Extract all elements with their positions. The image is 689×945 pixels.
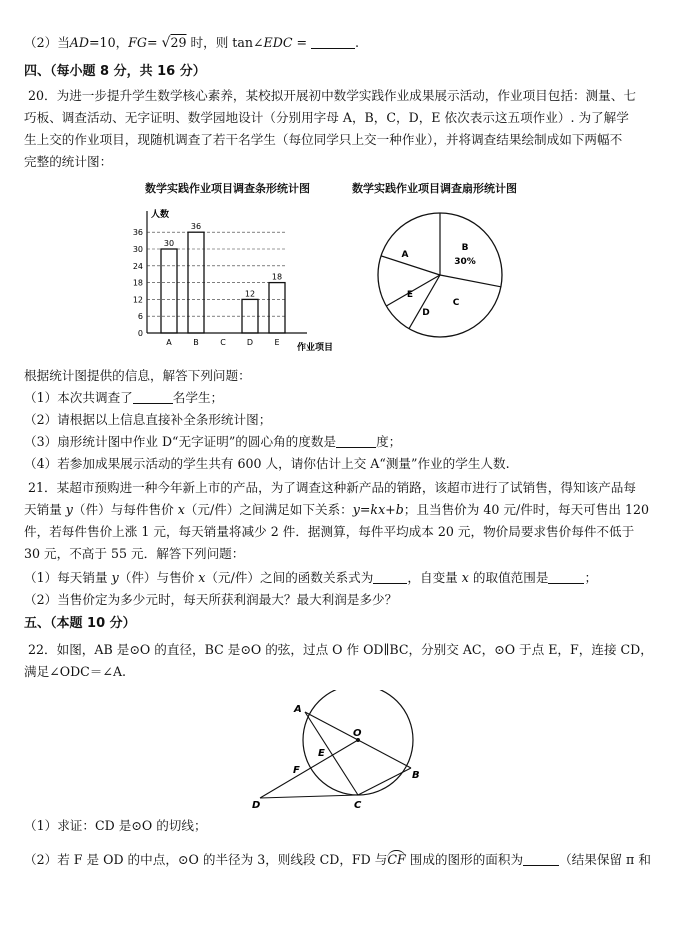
q20-sub4: （4）若参加成果展示活动的学生共有 600 人，请你估计上交 A“测量”作业的学生人数. [24,456,510,471]
label-o: O [353,728,362,739]
q20-para-3: 生上交的作业项目，现随机调查了若干名学生（每位同学只上交一种作业），并将调查结果绘制成如下两幅不 [24,132,623,147]
bar-E [269,283,285,333]
pie-divider [381,256,440,275]
pie-divider [386,275,440,306]
q20-intro: 根据统计图提供的信息，解答下列问题： [24,368,251,383]
pie-slice-percent: 30% [454,257,476,267]
y-tick-label: 36 [132,228,143,238]
x-tick-label: D [246,338,254,347]
q22-para-2: 满足∠ODC＝∠A. [24,664,127,679]
bar-value-label: 36 [190,222,202,232]
label-a: A [294,704,302,715]
pie-chart [370,200,520,350]
bar-A [161,249,177,333]
y-tick-label: 12 [132,295,143,305]
pie-slice-label-D: D [422,308,430,318]
x-tick-label: A [166,338,172,347]
q19-part2: （2）当AD=10，FG= √29 时，则 tan∠EDC = . [24,35,360,51]
q22-para-1: 22．如图，AB 是⊙O 的直径，BC 是⊙O 的弦，过点 O 作 OD∥BC，分别交 AC，⊙O 于点 E，F，连接 CD， [28,642,653,657]
x-tick-label: E [274,338,280,347]
answer-blank [336,435,376,448]
q22-sub2: （2）若 F 是 OD 的中点，⊙O 的半径为 3，则线段 CD，FD 与CF 围成的图形的面积为 （结果保留 π 和 [24,852,651,867]
segment-od [260,740,358,798]
circle-o [303,690,413,795]
geometry-figure [248,690,428,820]
bar-value-label: 30 [163,239,175,248]
pie-divider [406,275,440,329]
q22-sub1: （1）求证：CD 是⊙O 的切线； [24,818,207,833]
q21-sub1: （1）每天销量 y（件）与售价 x（元/件）之间的函数关系式为 ，自变量 x 的取值范围是 ； [24,570,598,585]
pie-chart-title: 数学实践作业项目调查扇形统计图 [352,182,517,195]
segment-cd [260,795,358,798]
q20-sub3: （3）扇形统计图中作业 D“无字证明”的圆心角的度数是 度； [24,434,402,449]
q21-para-3: 件，若每件售价上涨 1 元，每天销量将减少 2 件．据测算，每件平均成本 20 元，物价局要求售价每件不低于 [24,524,635,539]
label-b: B [412,770,420,781]
q20-para-1: 20．为进一步提升学生数学核心素养，某校拟开展初中数学实践作业成果展示活动，作业项目包括：测量、七 [28,88,636,103]
q21-para-4: 30 元，不高于 55 元．解答下列问题： [24,546,245,561]
sqrt-symbol: √ [161,35,171,51]
section-5-heading: 五、（本题 10 分） [24,616,136,631]
pie-divider [440,275,501,287]
bar-chart [125,195,340,365]
pie-slice-label-A: A [401,250,409,260]
q20-para-2: 巧板、调查活动、无字证明、数学园地设计（分别用字母 A，B，C，D，E 依次表示这五项作业）. 为了解学 [24,110,629,125]
answer-blank [548,571,584,584]
x-tick-label: B [193,338,199,347]
label-e: E [318,748,325,759]
q21-para-2: 天销量 y（件）与每件售价 x（元/件）之间满足如下关系：y=kx+b；且当售价为 40 元/件时，每天可售出 120 [24,502,650,517]
q21-para-1: 21．某超市预购进一种今年新上市的产品，为了调查这种新产品的销路，该超市进行了试销售，得知该产品每 [28,480,636,495]
y-axis-label: 人数 [151,210,170,220]
x-axis-label: 作业项目 [297,343,334,353]
bar-B [188,232,204,333]
bar-value-label: 18 [271,272,283,282]
q20-para-4: 完整的统计图： [24,154,113,169]
arc-cf: CF [387,852,406,867]
q20-sub1: （1）本次共调查了 名学生； [24,390,224,405]
y-tick-label: 18 [132,278,143,288]
q20-sub2: （2）请根据以上信息直接补全条形统计图； [24,412,272,427]
chord-bc [358,768,411,795]
y-tick-label: 30 [132,245,143,254]
pie-slice-label-C: C [452,298,460,308]
label-d: D [252,800,261,811]
pie-slice-label-E: E [406,290,414,300]
segment-ac [305,712,358,795]
x-tick-label: C [220,338,226,347]
bar-value-label: 12 [244,289,256,299]
answer-blank [373,571,407,584]
section-4-heading: 四、（每小题 8 分，共 16 分） [24,64,206,79]
y-tick-label: 24 [132,261,143,271]
answer-blank [133,391,173,404]
answer-blank [523,853,559,866]
label-f: F [293,765,300,776]
answer-blank [311,36,355,49]
label-c: C [354,800,362,811]
bar-chart-title: 数学实践作业项目调查条形统计图 [145,182,310,195]
y-tick-label: 6 [137,312,143,322]
y-tick-label: 0 [137,329,143,338]
pie-slice-label-B: B [461,243,469,253]
q21-sub2: （2）当售价定为多少元时，每天所获利润最大？最大利润是多少？ [24,592,398,607]
